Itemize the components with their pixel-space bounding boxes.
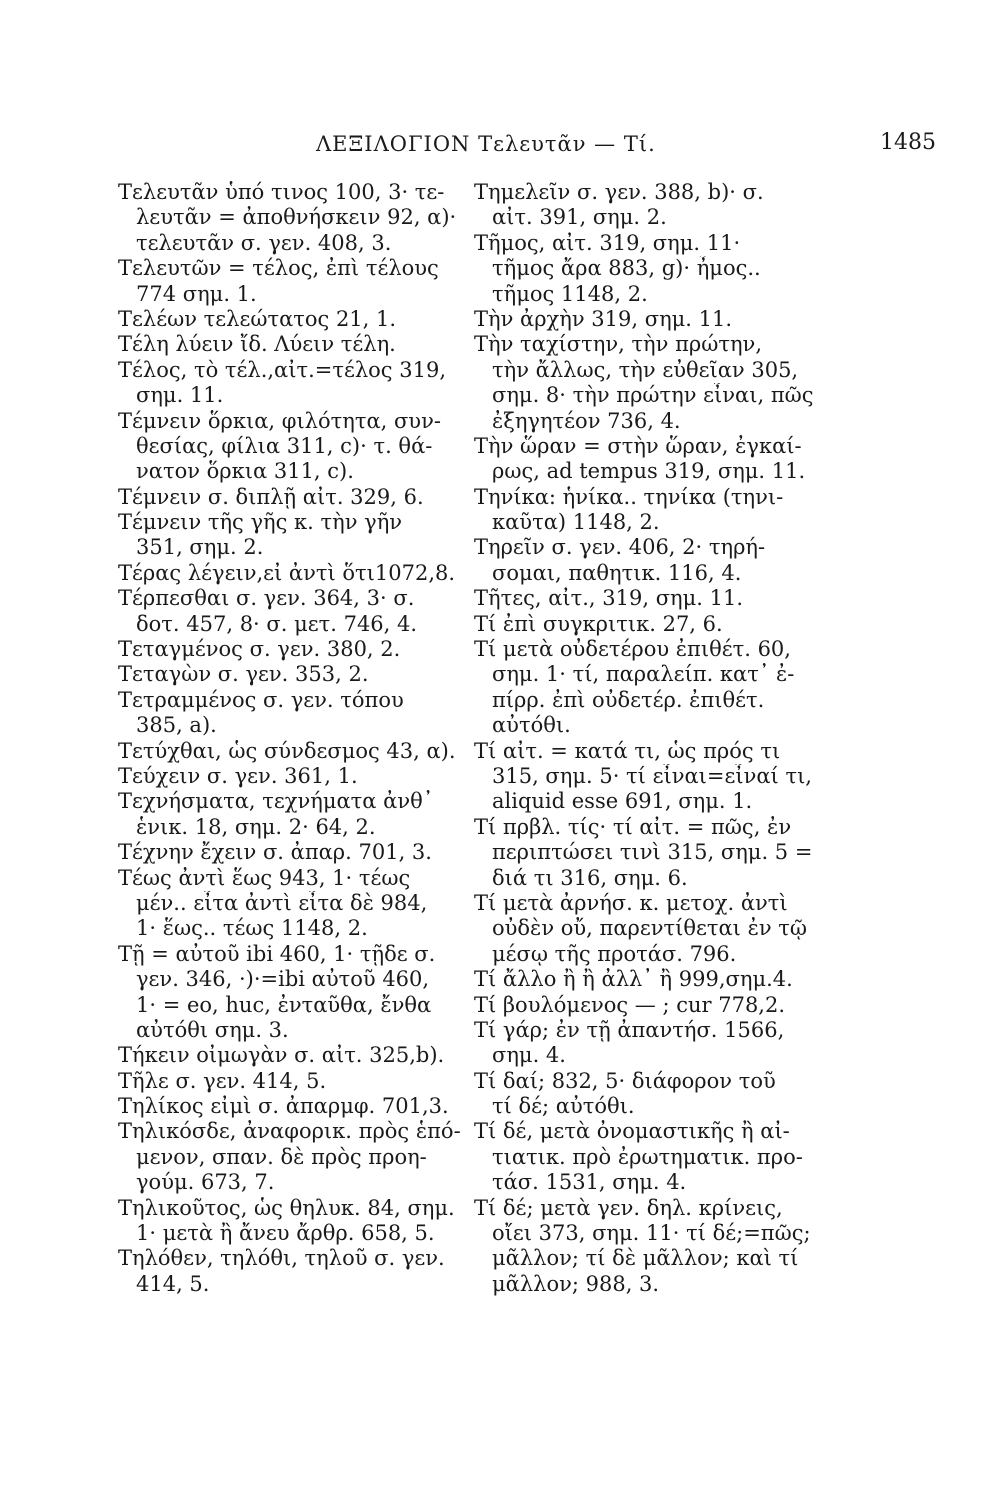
entry-line: καῦτα) 1148, 2.: [492, 510, 660, 535]
entry-line: Τέλη λύειν ἴδ. Λύειν τέλη.: [118, 332, 396, 357]
entry-line: 1· ἕως.. τέως 1148, 2.: [136, 916, 368, 941]
entry-line: τί δέ; αὐτόθι.: [492, 1094, 635, 1119]
entry-line: Τηλικοῦτος, ὡς θηλυκ. 84, σημ.: [118, 1195, 455, 1220]
entry-line: Τέμνειν ὅρκια, φιλότητα, συν-: [118, 408, 441, 433]
entry-line: Τῆτες, αἰτ., 319, σημ. 11.: [474, 586, 744, 611]
entry-line: σημ. 1· τί, παραλείπ. κατ᾽ ἐ-: [492, 662, 795, 687]
entry-line: αὐτόθι σημ. 3.: [136, 1017, 289, 1042]
entry-line: Τέρπεσθαι σ. γεν. 364, 3· σ.: [118, 586, 415, 611]
entry-line: ἐξηγητέον 736, 4.: [492, 408, 681, 433]
running-title: ΛΕΞΙΛΟΓΙΟΝ Τελευτᾶν — Τί.: [316, 132, 656, 156]
entry-line: 414, 5.: [136, 1271, 210, 1296]
entry-line: Τεύχειν σ. γεν. 361, 1.: [118, 763, 358, 788]
left-column: [118, 180, 470, 1297]
entry-line: Τήκειν οἰμωγὰν σ. αἰτ. 325,b).: [118, 1043, 445, 1068]
entry-line: περιπτώσει τινὶ 315, σημ. 5 =: [492, 840, 813, 865]
page-header: [0, 122, 1002, 162]
entry-line: 351, σημ. 2.: [136, 535, 264, 560]
entry-line: μενον, σπαν. δὲ πρὸς προη-: [136, 1144, 427, 1169]
entry-line: ρως, ad tempus 319, σημ. 11.: [492, 459, 806, 484]
entry-line: γούμ. 673, 7.: [136, 1170, 275, 1195]
entry-line: τῆμος ἄρα 883, g)· ἦμος..: [492, 256, 761, 281]
entry-line: Τὴν ἀρχὴν 319, σημ. 11.: [474, 306, 733, 331]
entry-line: τῆμος 1148, 2.: [492, 281, 648, 306]
entry-line: 774 σημ. 1.: [136, 281, 257, 306]
entry-line: μᾶλλον; 988, 3.: [492, 1271, 660, 1296]
entry-line: Τεταγὼν σ. γεν. 353, 2.: [118, 662, 369, 687]
entry-line: τάσ. 1531, σημ. 4.: [492, 1170, 687, 1195]
entry-line: Τὴν ταχίστην, τὴν πρώτην,: [474, 332, 762, 357]
entry-line: μέσῳ τῆς προτάσ. 796.: [492, 941, 737, 966]
entry-line: Τῆλε σ. γεν. 414, 5.: [118, 1068, 327, 1093]
entry-line: δοτ. 457, 8· σ. μετ. 746, 4.: [136, 611, 418, 636]
entry-line: τὴν ἄλλως, τὴν εὐθεῖαν 305,: [492, 357, 799, 382]
entry-line: Τηνίκα: ἡνίκα.. τηνίκα (τηνι-: [474, 484, 784, 509]
entry-line: Τέχνην ἔχειν σ. ἀπαρ. 701, 3.: [118, 840, 432, 865]
entry-line: γεν. 346, ·)·=ibi αὐτοῦ 460,: [136, 967, 430, 992]
entry-line: οὐδὲν οὔ, παρεντίθεται ἐν τῷ: [492, 916, 808, 941]
entry-line: τιατικ. πρὸ ἐρωτηματικ. προ-: [492, 1144, 803, 1169]
entry-line: Τί ἄλλο ἢ ἢ ἀλλ᾽ ἢ 999,σημ.4.: [474, 967, 793, 992]
entry-line: 1· = eo, huc, ἐνταῦθα, ἔνθα: [136, 992, 432, 1017]
entry-line: Τί βουλόμενος — ; cur 778,2.: [474, 992, 786, 1017]
entry-line: Τί δέ; μετὰ γεν. δηλ. κρίνεις,: [474, 1195, 783, 1220]
entry-line: Τῇ = αὐτοῦ ibi 460, 1· τῇδε σ.: [118, 941, 436, 966]
entry-line: Τελέων τελεώτατος 21, 1.: [118, 306, 397, 331]
entry-line: Τέλος, τὸ τέλ.,αἰτ.=τέλος 319,: [118, 357, 446, 382]
entry-line: Τί δαί; 832, 5· διάφορον τοῦ: [474, 1068, 776, 1093]
entry-line: Τελευτῶν = τέλος, ἐπὶ τέλους: [118, 256, 439, 281]
entry-line: Τί αἰτ. = κατά τι, ὡς πρός τι: [474, 738, 781, 763]
entry-line: 385, a).: [136, 713, 217, 738]
entry-line: Τὴν ὥραν = στὴν ὥραν, ἐγκαί-: [474, 433, 802, 458]
entry-line: σημ. 11.: [136, 383, 224, 408]
entry-line: σομαι, παθητικ. 116, 4.: [492, 560, 742, 585]
entry-line: πίρρ. ἐπὶ οὐδετέρ. ἐπιθέτ.: [492, 687, 765, 712]
entry-line: νατον ὅρκια 311, c).: [136, 459, 354, 484]
entry-line: Τεχνήσματα, τεχνήματα ἀνθ᾽: [118, 789, 434, 814]
entry-line: Τετύχθαι, ὡς σύνδεσμος 43, α).: [118, 738, 456, 763]
entry-line: Τηλόθεν, τηλόθι, τηλοῦ σ. γεν.: [118, 1246, 445, 1271]
entry-line: αὐτόθι.: [492, 713, 571, 738]
entry-line: τελευτᾶν σ. γεν. 408, 3.: [136, 230, 392, 255]
entry-line: Τί ἐπὶ συγκριτικ. 27, 6.: [474, 611, 723, 636]
entry-line: Τί γάρ; ἐν τῇ ἀπαντήσ. 1566,: [474, 1017, 785, 1042]
entry-line: σημ. 4.: [492, 1043, 566, 1068]
entry-line: Τέμνειν τῆς γῆς κ. τὴν γῆν: [118, 510, 403, 535]
right-column: [474, 180, 846, 1297]
entry-line: Τί μετὰ ἀρνήσ. κ. μετοχ. ἀντὶ: [474, 890, 788, 915]
entry-line: Τημελεῖν σ. γεν. 388, b)· σ.: [474, 180, 764, 204]
entry-line: Τηρεῖν σ. γεν. 406, 2· τηρή-: [474, 535, 766, 560]
entry-line: 315, σημ. 5· τί εἶναι=εἶναί τι,: [492, 763, 812, 788]
entry-line: Τί πρβλ. τίς· τί αἰτ. = πῶς, ἐν: [474, 814, 792, 839]
entry-line: διά τι 316, σημ. 6.: [492, 865, 688, 890]
entry-line: Τηλικόσδε, ἀναφορικ. πρὸς ἑπό-: [118, 1119, 461, 1144]
entry-line: οἴει 373, σημ. 11· τί δέ;=πῶς;: [492, 1221, 811, 1246]
entry-line: Τετραμμένος σ. γεν. τόπου: [118, 687, 404, 712]
entry-line: μέν.. εἶτα ἀντὶ εἶτα δὲ 984,: [136, 890, 428, 915]
entry-line: Τί μετὰ οὐδετέρου ἐπιθέτ. 60,: [474, 637, 791, 662]
entry-line: Τηλίκος εἰμὶ σ. ἀπαρμφ. 701,3.: [118, 1094, 449, 1119]
entry-line: αἰτ. 391, σημ. 2.: [492, 205, 667, 230]
entry-line: Τέμνειν σ. διπλῇ αἰτ. 329, 6.: [118, 484, 424, 509]
page-number: 1485: [880, 130, 936, 155]
entry-line: Τί δέ, μετὰ ὀνομαστικῆς ἢ αἰ-: [474, 1119, 790, 1144]
entry-line: aliquid esse 691, σημ. 1.: [492, 789, 753, 814]
entry-line: μᾶλλον; τί δὲ μᾶλλον; καὶ τί: [492, 1246, 799, 1271]
entry-line: ἑνικ. 18, σημ. 2· 64, 2.: [136, 814, 376, 839]
entry-line: 1· μετὰ ἢ ἄνευ ἄρθρ. 658, 5.: [136, 1221, 435, 1246]
entry-line: λευτᾶν = ἀποθνήσκειν 92, α)·: [136, 205, 457, 230]
entry-line: θεσίας, φίλια 311, c)· τ. θά-: [136, 433, 433, 458]
entry-line: Τῆμος, αἰτ. 319, σημ. 11·: [474, 230, 741, 255]
entry-line: Τελευτᾶν ὑπό τινος 100, 3· τε-: [118, 180, 445, 204]
entry-line: Τέρας λέγειν,εἰ ἀντὶ ὅτι1072,8.: [118, 560, 456, 585]
entry-line: Τεταγμένος σ. γεν. 380, 2.: [118, 637, 401, 662]
entry-line: Τέως ἀντὶ ἕως 943, 1· τέως: [118, 865, 411, 890]
entry-line: σημ. 8· τὴν πρώτην εἶναι, πῶς: [492, 383, 814, 408]
